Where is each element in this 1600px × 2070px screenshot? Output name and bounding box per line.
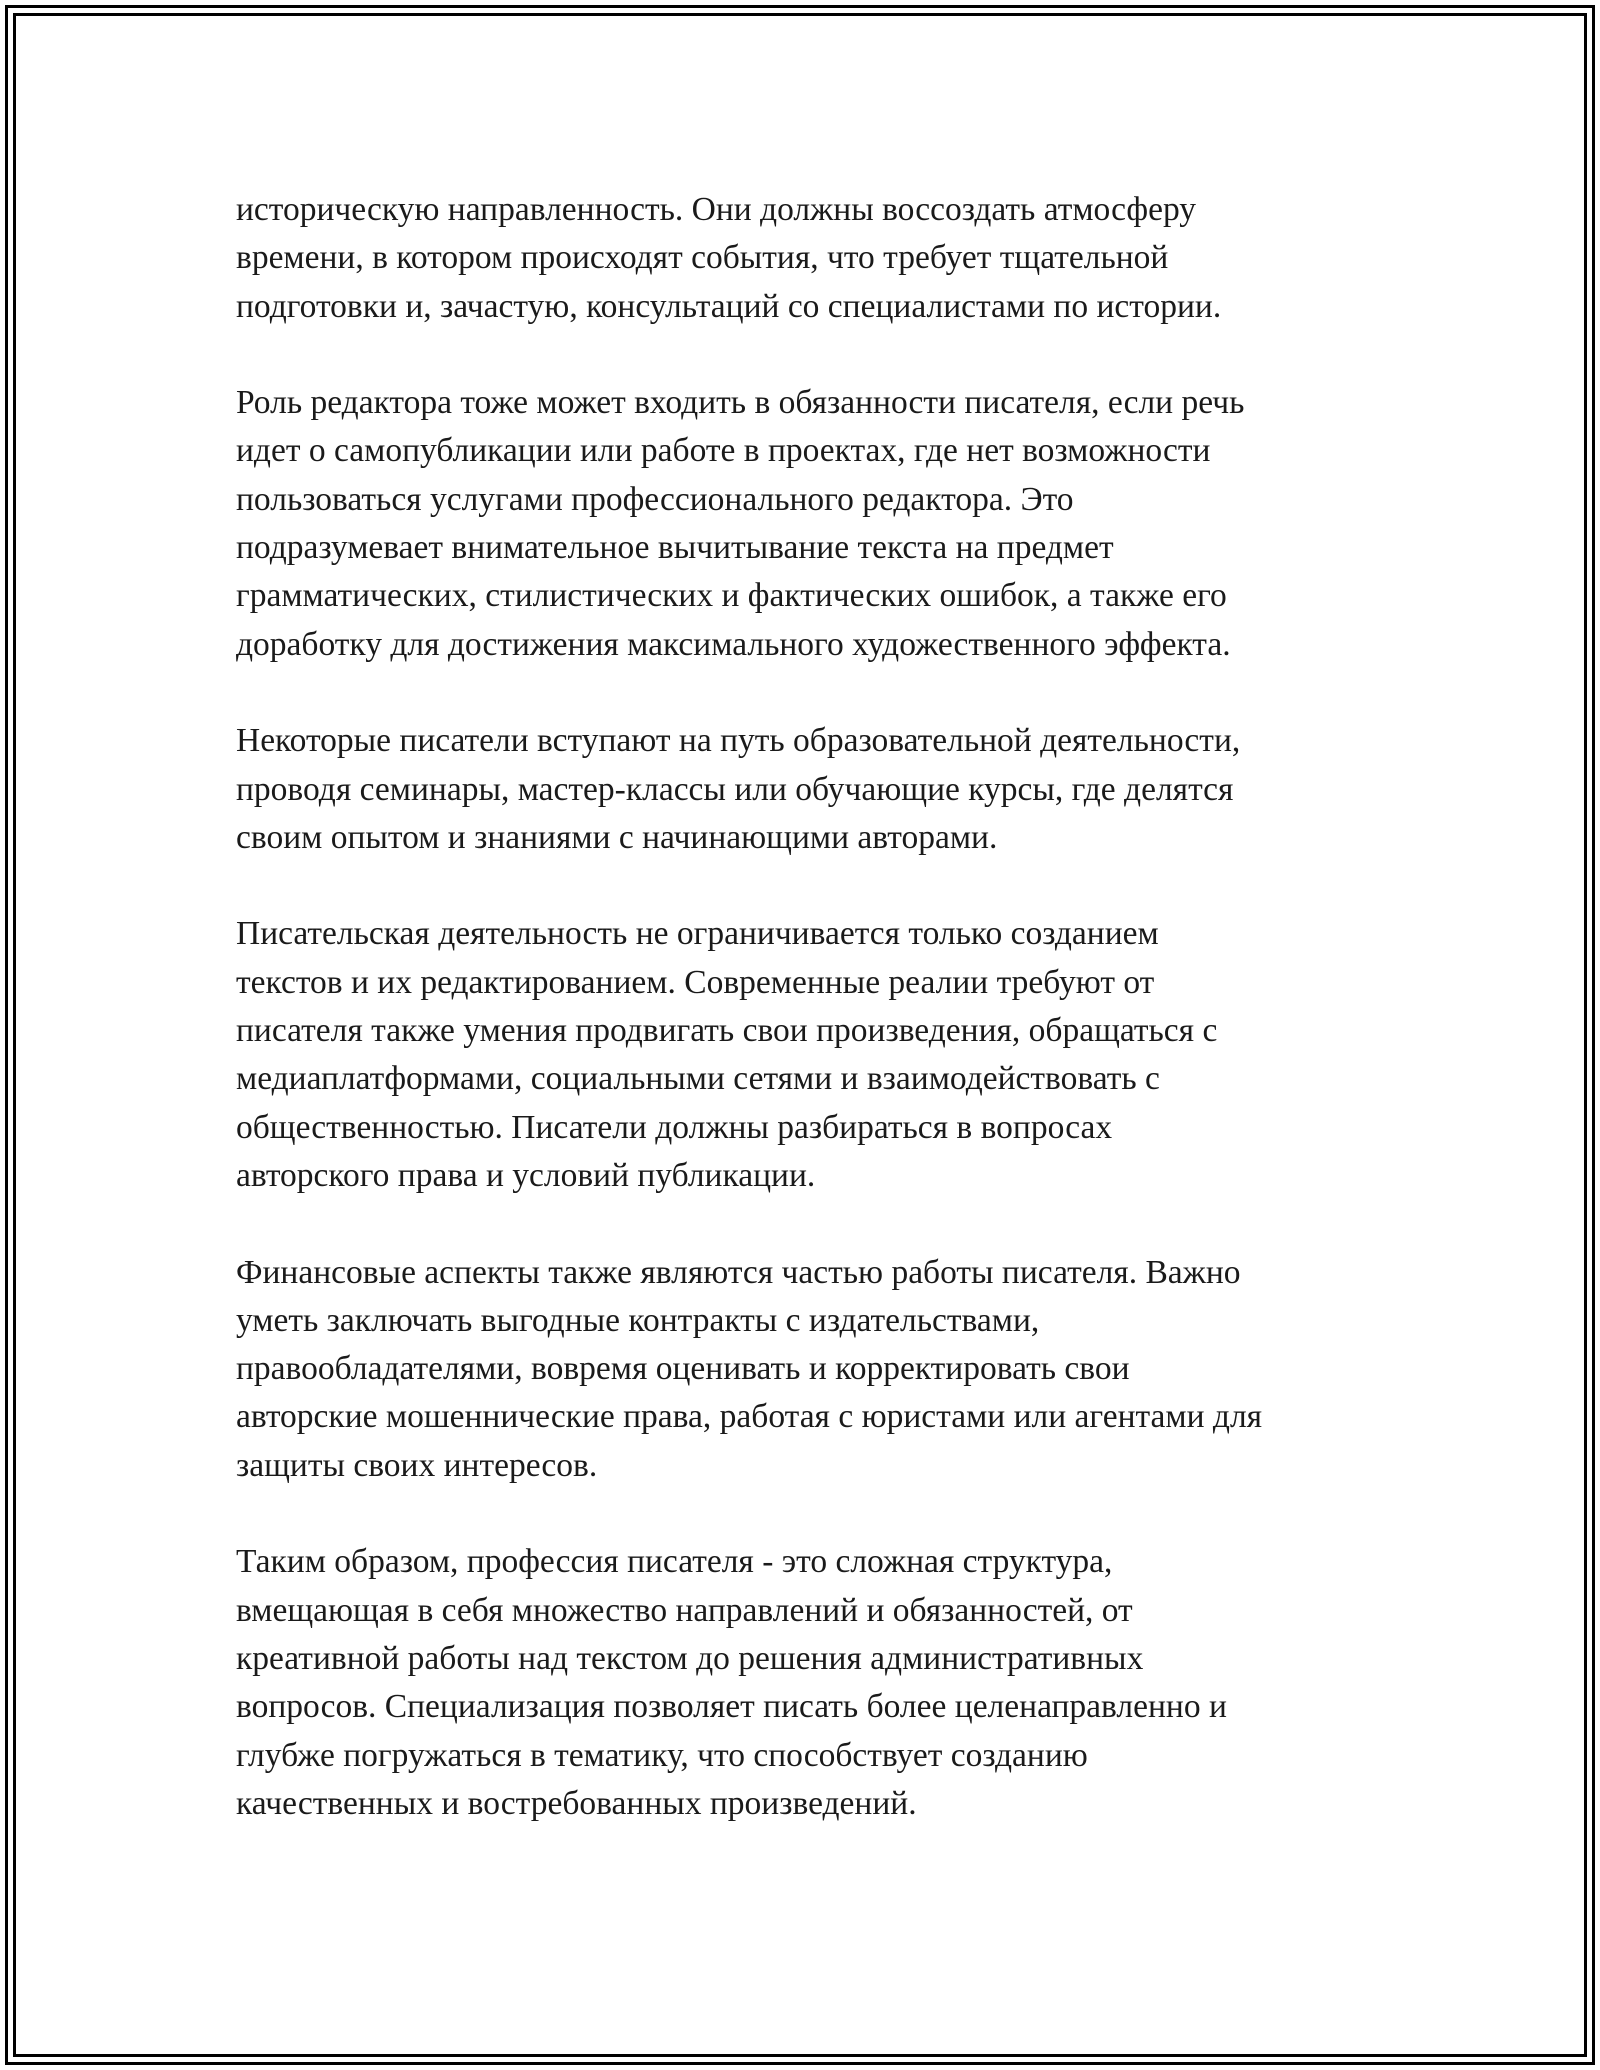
- text-line: глубже погружаться в тематику, что способствует созданию: [236, 1736, 1088, 1774]
- text-line: креативной работы над текстом до решения административных: [236, 1639, 1144, 1677]
- text-line: защиты своих интересов.: [236, 1446, 598, 1484]
- text-line: своим опытом и знаниями с начинающими авторами.: [236, 818, 998, 856]
- text-line: авторские мошеннические права, работая с юристами или агентами для: [236, 1398, 1263, 1436]
- text-line: подразумевает внимательное вычитывание текста на предмет: [236, 529, 1114, 567]
- text-line: общественностью. Писатели должны разбираться в вопросах: [236, 1108, 1113, 1146]
- text-line: Писательская деятельность не ограничивается только созданием: [236, 915, 1159, 953]
- text-line: авторского права и условий публикации.: [236, 1156, 816, 1194]
- text-line: писателя также умения продвигать свои произведения, обращаться с: [236, 1012, 1218, 1050]
- paragraph-2: [236, 379, 1396, 669]
- text-line: качественных и востребованных произведений.: [236, 1784, 917, 1822]
- text-line: уметь заключать выгодные контракты с издательствами,: [236, 1301, 1040, 1339]
- text-line: медиаплатформами, социальными сетями и взаимодействовать с: [236, 1060, 1160, 1098]
- paragraph-5: [236, 1249, 1396, 1490]
- text-line: времени, в котором происходят события, что требует тщательной: [236, 239, 1169, 277]
- text-line: Таким образом, профессия писателя - это сложная структура,: [236, 1543, 1113, 1581]
- text-line: текстов и их редактированием. Современные реалии требуют от: [236, 963, 1155, 1001]
- text-line: идет о самопубликации или работе в проектах, где нет возможности: [236, 432, 1211, 470]
- paragraph-4: [236, 910, 1396, 1200]
- text-line: правообладателями, вовремя оценивать и корректировать свои: [236, 1350, 1130, 1388]
- document-body: [236, 186, 1396, 1876]
- text-line: проводя семинары, мастер-классы или обучающие курсы, где делятся: [236, 770, 1234, 808]
- text-line: пользоваться услугами профессионального редактора. Это: [236, 480, 1074, 518]
- text-line: грамматических, стилистических и фактических ошибок, а также его: [236, 577, 1227, 615]
- paragraph-3: [236, 717, 1396, 862]
- text-line: Некоторые писатели вступают на путь образовательной деятельности,: [236, 722, 1241, 760]
- text-line: подготовки и, зачастую, консультаций со специалистами по истории.: [236, 287, 1222, 325]
- paragraph-1: [236, 186, 1396, 331]
- text-line: Роль редактора тоже может входить в обязанности писателя, если речь: [236, 384, 1245, 422]
- text-line: вмещающая в себя множество направлений и обязанностей, от: [236, 1591, 1133, 1629]
- text-line: вопросов. Специализация позволяет писать более целенаправленно и: [236, 1688, 1227, 1726]
- text-line: Финансовые аспекты также являются частью работы писателя. Важно: [236, 1253, 1241, 1291]
- text-line: доработку для достижения максимального художественного эффекта.: [236, 625, 1231, 663]
- text-line: историческую направленность. Они должны воссоздать атмосферу: [236, 191, 1197, 228]
- paragraph-6: [236, 1538, 1396, 1828]
